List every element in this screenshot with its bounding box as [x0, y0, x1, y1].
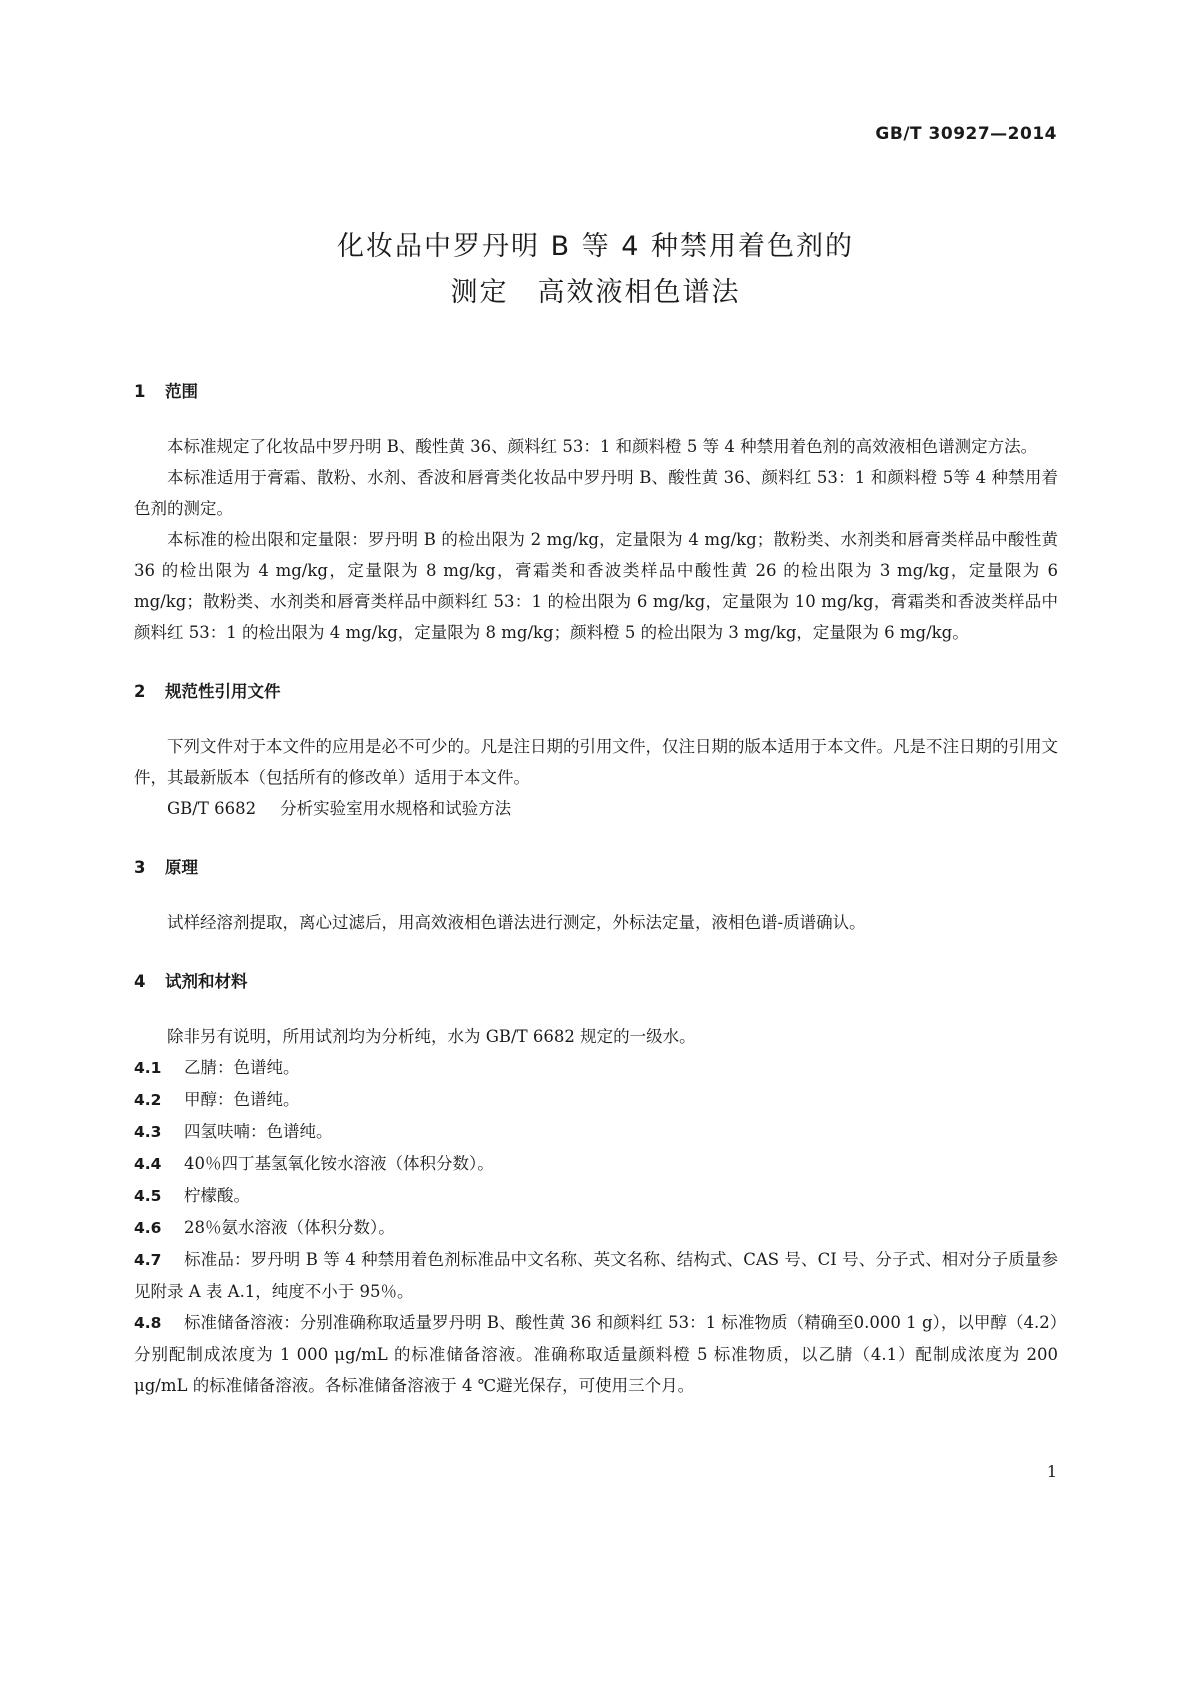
- list-item: [134, 1116, 1058, 1148]
- item-number: 4.2: [134, 1091, 162, 1109]
- section-number: 1: [134, 382, 146, 401]
- section-title: 试剂和材料: [165, 972, 248, 991]
- reference-code: GB/T 6682: [167, 799, 257, 818]
- scope-paragraph-1: 本标准规定了化妆品中罗丹明 B、酸性黄 36、颜料红 53：1 和颜料橙 5 等 4 种禁用着色剂的高效液相色谱测定方法。: [167, 437, 1038, 456]
- document-title: [0, 224, 1191, 316]
- item-text: 40％四丁基氢氧化铵水溶液（体积分数）。: [184, 1154, 494, 1173]
- standard-number: GB/T 30927—2014: [875, 124, 1057, 144]
- list-item: [134, 1212, 1058, 1244]
- list-item: [134, 1244, 1058, 1307]
- item-text: 柠檬酸。: [184, 1186, 250, 1205]
- list-item: [134, 1148, 1058, 1180]
- section-heading-principle: [134, 852, 1058, 883]
- list-item: [134, 1307, 1058, 1401]
- item-text: 乙腈：色谱纯。: [184, 1058, 300, 1077]
- title-line-2: 测定 高效液相色谱法: [450, 277, 741, 308]
- item-text: 标准储备溶液：分别准确称取适量罗丹明 B、酸性黄 36 和颜料红 53：1 标准物质（精确至0.000 1 g），以甲醇（4.2）分别配制成浓度为 1 000 μg/mL 的标准储备溶液。准确称取适量颜料橙 5 标准物质，以乙腈（4.1）配制成浓度为 200 μg/mL 的标准储备溶液。各标准储备溶液于 4 ℃避光保存，可使用三个月。: [134, 1313, 1058, 1395]
- section-title: 范围: [165, 382, 198, 401]
- item-number: 4.8: [134, 1314, 162, 1332]
- item-number: 4.1: [134, 1059, 162, 1077]
- section-number: 3: [134, 858, 146, 877]
- item-text: 四氢呋喃：色谱纯。: [184, 1122, 333, 1141]
- reagents-intro: 除非另有说明，所用试剂均为分析纯，水为 GB/T 6682 规定的一级水。: [167, 1027, 696, 1046]
- reference-title: 分析实验室用水规格和试验方法: [280, 799, 512, 818]
- title-line-1: 化妆品中罗丹明 B 等 4 种禁用着色剂的: [336, 231, 855, 262]
- principle-paragraph: 试样经溶剂提取，离心过滤后，用高效液相色谱法进行测定，外标法定量，液相色谱-质谱确认。: [167, 913, 866, 932]
- section-heading-reagents: [134, 966, 1058, 997]
- item-text: 标准品：罗丹明 B 等 4 种禁用着色剂标准品中文名称、英文名称、结构式、CAS 号、CI 号、分子式、相对分子质量参见附录 A 表 A.1，纯度不小于 95％。: [134, 1250, 1058, 1301]
- references-paragraph: 下列文件对于本文件的应用是必不可少的。凡是注日期的引用文件，仅注日期的版本适用于本文件。凡是不注日期的引用文件，其最新版本（包括所有的修改单）适用于本文件。: [134, 737, 1058, 787]
- item-number: 4.5: [134, 1187, 162, 1205]
- list-item: [134, 1180, 1058, 1212]
- section-title: 原理: [165, 858, 198, 877]
- section-number: 2: [134, 682, 146, 701]
- section-number: 4: [134, 972, 146, 991]
- section-heading-scope: [134, 376, 1058, 407]
- page-number: 1: [1046, 1462, 1057, 1481]
- document-body: [134, 376, 1058, 1401]
- item-number: 4.3: [134, 1123, 162, 1141]
- item-number: 4.7: [134, 1251, 162, 1269]
- item-number: 4.4: [134, 1155, 162, 1173]
- item-text: 甲醇：色谱纯。: [184, 1090, 300, 1109]
- reference-entry: [134, 793, 1058, 824]
- scope-paragraph-2: 本标准适用于膏霜、散粉、水剂、香波和唇膏类化妆品中罗丹明 B、酸性黄 36、颜料红 53：1 和颜料橙 5等 4 种禁用着色剂的测定。: [134, 468, 1058, 518]
- list-item: [134, 1084, 1058, 1116]
- item-text: 28％氨水溶液（体积分数）。: [184, 1218, 395, 1237]
- scope-paragraph-3: 本标准的检出限和定量限：罗丹明 B 的检出限为 2 mg/kg，定量限为 4 mg/kg；散粉类、水剂类和唇膏类样品中酸性黄 36 的检出限为 4 mg/kg，定量限为 8 mg/kg，膏霜类和香波类样品中酸性黄 26 的检出限为 3 mg/kg，定量限为 6 mg/kg；散粉类、水剂类和唇膏类样品中颜料红 53：1 的检出限为 6 mg/kg，定量限为 10 mg/kg，膏霜类和香波类样品中颜料红 53：1 的检出限为 4 mg/kg，定量限为 8 mg/kg；颜料橙 5 的检出限为 3 mg/kg，定量限为 6 mg/kg。: [134, 530, 1058, 642]
- list-item: [134, 1052, 1058, 1084]
- section-heading-normative-references: [134, 676, 1058, 707]
- item-number: 4.6: [134, 1219, 162, 1237]
- section-title: 规范性引用文件: [165, 682, 281, 701]
